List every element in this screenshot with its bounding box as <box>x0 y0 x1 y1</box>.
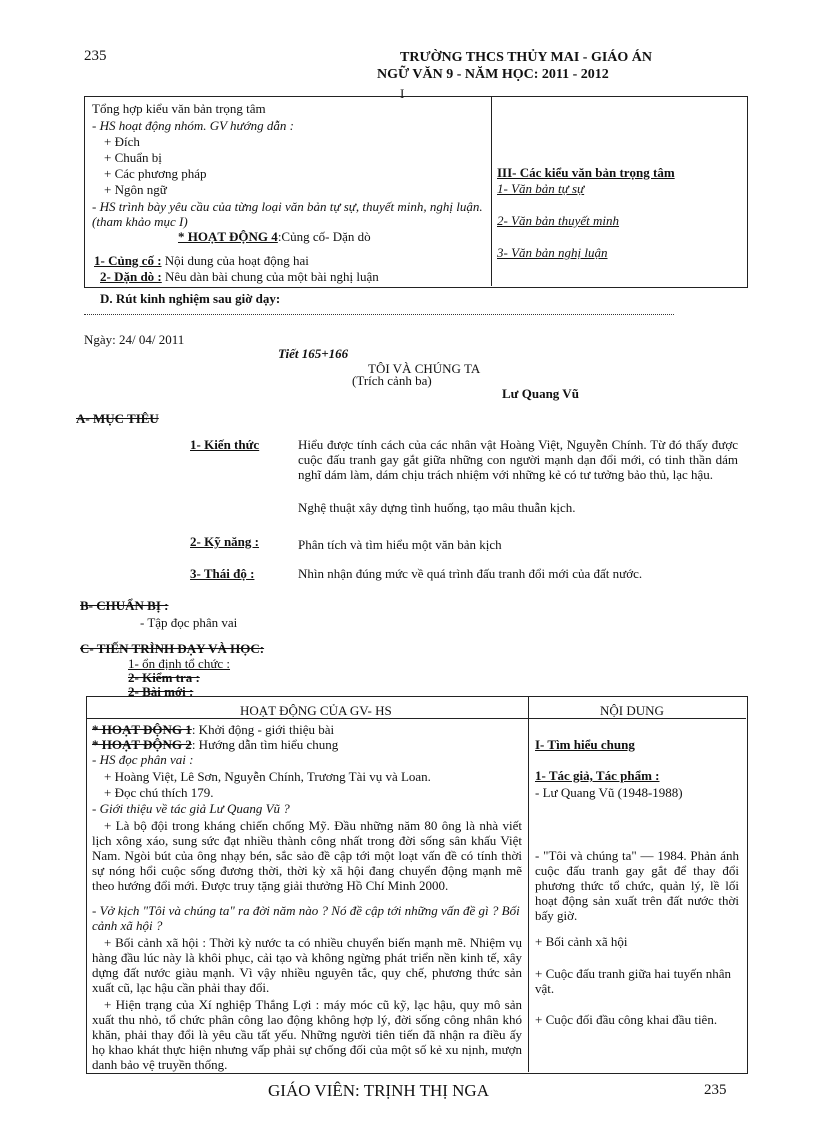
section-c-item-2: 2- Kiểm tra : <box>128 670 200 685</box>
activity-table-header-rule <box>86 718 746 719</box>
section-iii-heading: III- Các kiểu văn bản trọng tâm <box>497 165 675 180</box>
lesson-subtitle: (Trích cảnh ba) <box>352 373 432 388</box>
knowledge-label: 1- Kiến thức <box>190 437 260 452</box>
section-c-item-3: 2- Bài mới : <box>128 684 194 699</box>
author-bio: + Là bộ đội trong kháng chiến chống Mỹ. Đầu những năm 80 ông là nhà viết lịch xông xáo, sung sức đạt nhiều thành công nhất trong đời sống sân khấu Việt Nam. Ngòi bút của ông nhạy bén, sắc sảo đề cập tới một loạt vấn đề có tính thời sự nóng hổi cuộc sống đương thời, thời kỳ xã hội đang chuyển động mạnh mẽ theo hướng đổi mới. Được truy tặng giải thưởng Hồ Chí Minh 2000. <box>92 818 522 893</box>
author-years: - Lư Quang Vũ (1948-1988) <box>535 785 683 800</box>
context-point: + Bối cảnh xã hội <box>535 934 628 949</box>
section-b-item: - Tập đọc phân vai <box>140 615 238 630</box>
header-mark: I <box>400 86 405 101</box>
section-b-heading: B- CHUẨN BỊ : <box>80 598 169 613</box>
school-header: TRƯỜNG THCS THỦY MAI - GIÁO ÁN <box>400 50 653 65</box>
factory-situation: + Hiện trạng của Xí nghiệp Thắng Lợi : máy móc cũ kỹ, lạc hậu, quy mô sản xuất thu nhỏ, tổ chức phân công lao động không hợp lý, đời sống công nhân khó khăn, phải thay đổi là yêu cầu tất yếu. Những người tiên tiến đã nhận ra điều ấy họ khao khát thực hiện nhưng vấp phải sự chống đối của một số kẻ xu nịnh, mượn danh bảo vệ truyền thống. <box>92 997 522 1072</box>
page-number-bottom: 235 <box>704 1082 727 1098</box>
section-c-heading: C- TIẾN TRÌNH DẠY VÀ HỌC: <box>80 641 265 656</box>
author-question: - Giới thiệu về tác giả Lư Quang Vũ ? <box>92 801 290 816</box>
activity-2-text: : Hướng dẫn tìm hiểu chung <box>191 737 339 752</box>
confrontation-point: + Cuộc đối đầu công khai đầu tiên. <box>535 1012 718 1027</box>
top-left-line-7: - HS trình bày yêu cầu của từng loại văn bản tự sự, thuyết minh, nghị luận. (tham khảo mục I) <box>92 199 483 229</box>
skill-label: 2- Kỹ năng : <box>190 534 259 549</box>
knowledge-text: Hiểu được tính cách của các nhân vật Hoàng Việt, Nguyễn Chính. Từ đó thấy được cuộc đấu tranh gay gắt giữa những con người mạnh dạn đổi mới, có tinh thần dám nghĩ dám làm, dám chịu trách nhiệm với những kẻ có tư tưởng bảo thủ, lạc hậu. <box>298 437 738 482</box>
section-i-heading: I- Tìm hiểu chung <box>535 737 635 752</box>
activity-2-label: * HOẠT ĐỘNG 2 <box>92 737 192 752</box>
section-d-heading: D. Rút kinh nghiệm sau giờ dạy: <box>100 291 281 306</box>
col-content-header: NỘI DUNG <box>600 703 664 718</box>
author-work-heading: 1- Tác giả, Tác phẩm : <box>535 768 660 783</box>
section-c-item-1: 1- ổn định tổ chức : <box>128 656 231 671</box>
top-left-line-5: + Các phương pháp <box>104 166 207 181</box>
lesson-date: Ngày: 24/ 04/ 2011 <box>84 332 185 347</box>
skill-text: Phân tích và tìm hiểu một văn bản kịch <box>298 537 502 552</box>
lesson-period: Tiết 165+166 <box>278 346 349 361</box>
work-summary: - "Tôi và chúng ta" — 1984. Phản ánh cuộc đấu tranh gay gắt để thay đổi phương thức tổ chức, quản lý, lề lối hoạt động sản xuất trên đất nước thời bấy giờ. <box>535 848 739 923</box>
consolidate-text: Nội dung của hoạt động hai <box>161 253 309 268</box>
section-a-heading: A- MỤC TIÊU <box>76 411 159 426</box>
subject-header: NGỮ VĂN 9 - NĂM HỌC: 2011 - 2012 <box>377 67 609 82</box>
top-left-line-4: + Chuẩn bị <box>104 150 162 165</box>
expository-text-item: 2- Văn bản thuyết minh <box>497 213 620 228</box>
activity-1-label: * HOẠT ĐỘNG 1 <box>92 722 192 737</box>
lesson-author: Lư Quang Vũ <box>502 386 579 401</box>
top-left-line-3: + Đích <box>104 134 140 149</box>
top-left-line-2: - HS hoạt động nhóm. GV hướng dẫn : <box>92 118 294 133</box>
attitude-text: Nhìn nhận đúng mức về quá trình đấu tranh đổi mới của đất nước. <box>298 566 643 581</box>
top-left-line-6: + Ngôn ngữ <box>104 182 167 197</box>
col-activity-header: HOẠT ĐỘNG CỦA GV- HS <box>240 703 392 718</box>
lesson-title: TÔI VÀ CHÚNG TA <box>368 361 481 376</box>
homework-text: Nêu dàn bài chung của một bài nghị luận <box>161 269 379 284</box>
characters-line: + Hoàng Việt, Lê Sơn, Nguyễn Chính, Trương Tài vụ và Loan. <box>104 769 431 784</box>
homework-label: 2- Dặn dò : <box>100 269 162 284</box>
conflict-point: + Cuộc đấu tranh giữa hai tuyến nhân vật. <box>535 966 731 996</box>
social-context: + Bối cảnh xã hội : Thời kỳ nước ta có nhiều chuyển biến mạnh mẽ. Nhiệm vụ hàng đầu lúc này là khôi phục, cải tạo và không ngừng phát triển nền kinh tế, xây dựng đất nước giàu mạnh. Vì vậy nhiều nguyên tắc, quy chế, phương thức sản xuất cũ, lạc hậu cần phải thay đổi. <box>92 935 522 995</box>
activity-table-divider <box>528 696 529 1072</box>
knowledge-text-2: Nghệ thuật xây dựng tình huống, tạo mâu thuẫn kịch. <box>298 500 576 515</box>
argumentative-text-item: 3- Văn bản nghị luận <box>497 245 608 260</box>
attitude-label: 3- Thái độ : <box>190 566 255 581</box>
play-question: - Vở kịch "Tôi và chúng ta" ra đời năm nào ? Nó đề cập tới những vấn đề gì ? Bối cảnh xã hội ? <box>92 903 520 933</box>
footnote-line: + Đọc chú thích 179. <box>104 785 214 800</box>
read-roles-line: - HS đọc phân vai : <box>92 752 194 767</box>
activity-4-label: * HOẠT ĐỘNG 4 <box>178 229 278 244</box>
activity-4-text: :Củng cố- Dặn dò <box>277 229 371 244</box>
activity-1-text: : Khởi động - giới thiệu bài <box>191 722 335 737</box>
page-number-top: 235 <box>84 48 107 64</box>
teacher-name: GIÁO VIÊN: TRỊNH THỊ NGA <box>268 1081 489 1100</box>
top-table-divider <box>491 96 492 286</box>
dotted-separator <box>84 314 674 315</box>
top-left-line-1: Tổng hợp kiểu văn bản trọng tâm <box>92 101 266 116</box>
narrative-text-item: 1- Văn bản tự sự <box>497 181 585 196</box>
consolidate-label: 1- Củng cố : <box>94 253 162 268</box>
